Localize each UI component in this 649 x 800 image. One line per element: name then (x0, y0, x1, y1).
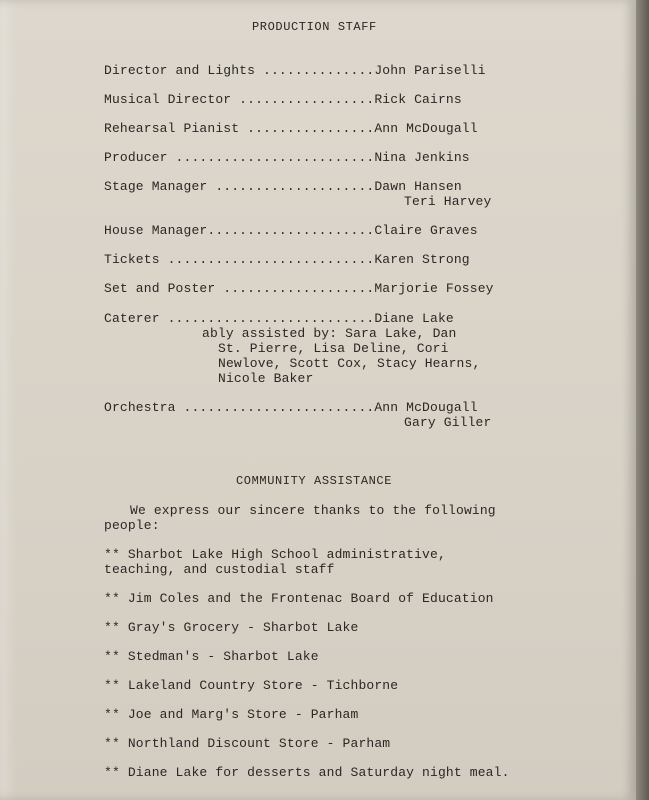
thanks-line: ** Joe and Marg's Store - Parham (104, 707, 359, 722)
thanks-line: ** Stedman's - Sharbot Lake (104, 649, 319, 664)
caterer-assist-line: Nicole Baker (218, 371, 314, 386)
intro-line: people: (104, 518, 160, 533)
caterer-assist-line: Newlove, Scott Cox, Stacy Hearns, (218, 356, 481, 371)
thanks-line: ** Northland Discount Store - Parham (104, 736, 391, 751)
caterer-assist-line: St. Pierre, Lisa Deline, Cori (218, 341, 449, 356)
thanks-line: ** Gray's Grocery - Sharbot Lake (104, 620, 359, 635)
thanks-line: ** Jim Coles and the Frontenac Board of Education (104, 591, 494, 606)
staff-extra-line: Gary Giller (404, 415, 492, 430)
intro-line: We express our sincere thanks to the following (130, 503, 496, 518)
background-edge (636, 0, 649, 800)
staff-line: Director and Lights ..............John Pariselli (104, 63, 486, 78)
thanks-line: teaching, and custodial staff (104, 562, 335, 577)
staff-line: House Manager.....................Claire Graves (104, 223, 478, 238)
staff-line: Caterer ..........................Diane Lake (104, 311, 454, 326)
caterer-assist-line: ably assisted by: Sara Lake, Dan (202, 326, 457, 341)
staff-extra-line: Teri Harvey (404, 194, 492, 209)
staff-line: Musical Director .................Rick Cairns (104, 92, 462, 107)
staff-line: Producer .........................Nina Jenkins (104, 150, 470, 165)
thanks-line: ** Lakeland Country Store - Tichborne (104, 678, 399, 693)
community-assistance-heading: COMMUNITY ASSISTANCE (236, 474, 393, 488)
staff-line: Stage Manager ....................Dawn Hansen (104, 179, 462, 194)
staff-line: Set and Poster ...................Marjorie Fossey (104, 281, 494, 296)
staff-line: Tickets ..........................Karen Strong (104, 252, 470, 267)
thanks-line: ** Sharbot Lake High School administrative, (104, 547, 446, 562)
thanks-line: ** Diane Lake for desserts and Saturday night meal. (104, 765, 510, 780)
production-staff-heading: PRODUCTION STAFF (252, 20, 377, 34)
staff-line: Orchestra ........................Ann McDougall (104, 400, 478, 415)
staff-line: Rehearsal Pianist ................Ann McDougall (104, 121, 478, 136)
